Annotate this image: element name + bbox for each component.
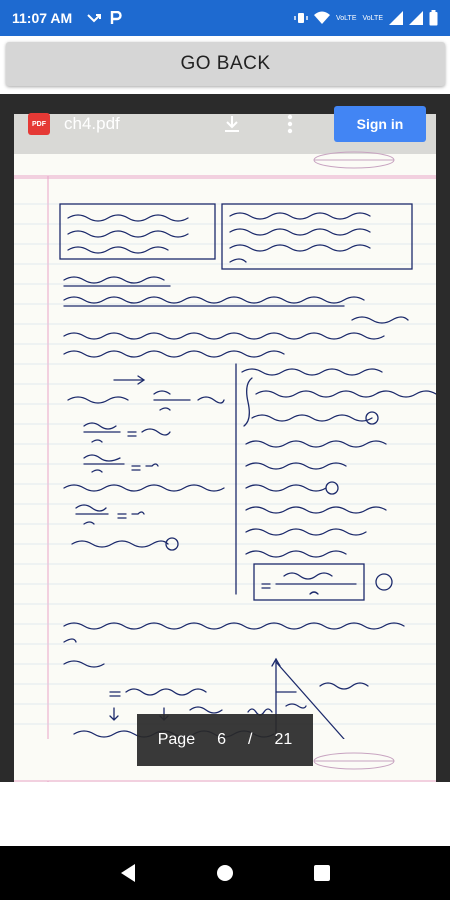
signal-icon [389, 11, 403, 25]
handwritten-notes-image [14, 114, 436, 782]
page-indicator [137, 714, 313, 766]
status-bar [0, 0, 450, 36]
parking-icon [110, 11, 122, 25]
content-gap [0, 782, 450, 846]
page-current: 6 [217, 731, 227, 748]
file-name: ch4.pdf [64, 114, 120, 133]
back-triangle-icon[interactable] [113, 858, 143, 888]
pdf-file-icon: PDF [28, 113, 50, 135]
recents-square-icon[interactable] [307, 858, 337, 888]
volte-icon: VoLTE [336, 14, 357, 22]
pdf-toolbar [14, 106, 436, 142]
pdf-page [14, 114, 436, 782]
vibrate-icon [294, 11, 308, 25]
page-indicator-label: Page [157, 731, 196, 748]
wifi-icon [314, 11, 330, 25]
volte2-icon: VoLTE [362, 14, 383, 22]
more-vert-icon[interactable] [278, 112, 302, 136]
signal2-icon [409, 11, 423, 25]
page-total: 21 [274, 731, 293, 748]
go-back-button[interactable]: GO BACK [6, 42, 445, 86]
download-icon[interactable] [220, 112, 244, 136]
sign-in-button[interactable]: Sign in [334, 106, 426, 142]
page-separator: / [248, 731, 253, 748]
missed-call-icon [86, 11, 102, 25]
home-circle-icon[interactable] [210, 858, 240, 888]
go-back-bar [0, 36, 450, 94]
pdf-viewer[interactable] [0, 94, 450, 782]
battery-icon [429, 10, 438, 26]
navigation-bar [0, 846, 450, 900]
status-time: 11:07 AM [12, 10, 73, 26]
